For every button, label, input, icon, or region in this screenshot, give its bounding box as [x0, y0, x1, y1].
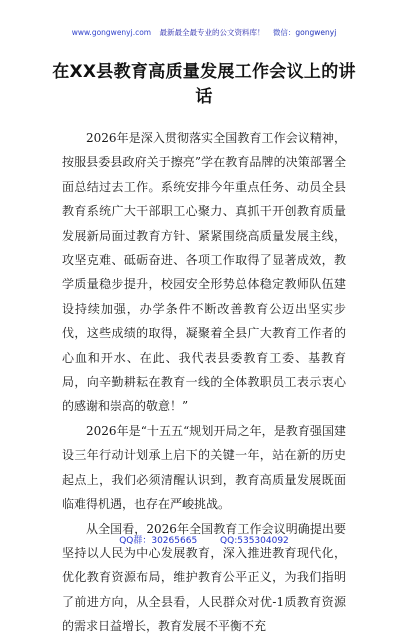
qq-contact: QQ:535304092: [220, 536, 289, 546]
page-footer: [0, 533, 408, 546]
paragraph: 2026年是深入贯彻落实全国教育工作会议精神，按服县委县政府关于擦亮”学在教育品牌的决策部署全面总结过去工作。系统安排今年重点任务、动员全县教育系统广大干部职工心聚力、真抓干开创教育质量发展新局面过教育方针、紧紧围绕高质量发展主线，攻坚克难、砥砺奋进、各项工作取得了显著成效，教学质量稳步提升，校园安全形势总体稳定教师队伍建设持续加强，办学条件不断改善教育公迈出坚实步伐，这些成绩的取得，凝聚着全县广大教育工作者的心血和开水、在此、我代表县委教育工委、基教育局，向辛勤耕耘在教育一线的全体教职员工表示衷心的感谢和崇高的敬意！”: [62, 131, 346, 414]
paragraph: 从全国看，2026年全国教育工作会议明确提出要坚持以人民为中心发展教育，深入推进教育现代化，优化教育资源布局，维护教育公平正义，为我们指明了前进方向，从全县看，人民群众对优-1质教育资源的需求日益增长，教育发展不平衡不充: [62, 521, 346, 634]
site-url[interactable]: www.gongwenyj.com: [71, 28, 152, 37]
site-header: [0, 27, 408, 38]
paragraph: 2026年是“十五五“规划开局之年，是教育强国建设三年行动计划承上启下的关键一年，站在新的历史起点上，我们必须清醒认识到，教育高质量发展既面临难得机遇，也存在严峻挑战。: [62, 423, 346, 512]
qq-group: QQ群：30265665: [119, 536, 198, 546]
wechat-id: 微信：gongwenyj: [272, 28, 337, 37]
site-slogan: 最新最全最专业的公文资料库！: [159, 28, 265, 37]
document-title: 在XX县教育高质量发展工作会议上的讲话: [52, 62, 356, 107]
document-body: [62, 126, 346, 639]
